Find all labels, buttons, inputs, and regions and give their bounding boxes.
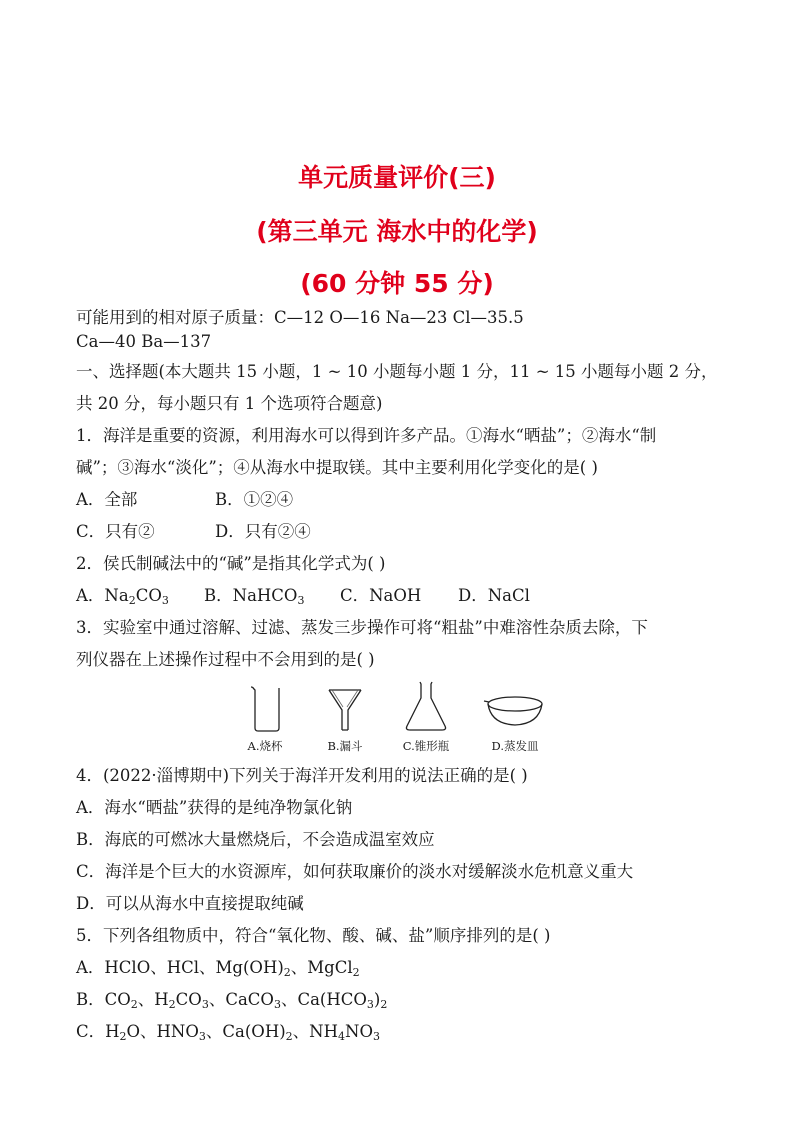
formula-subscript: 2 [168,998,176,1011]
formula-subscript: 3 [366,998,374,1011]
formula-text: 、Ca(HCO [280,990,367,1009]
formula-subscript: 4 [338,1030,345,1043]
q2-stem: 2．侯氏制碱法中的“碱”是指其化学式为( ) [76,554,386,573]
formula-subscript: 2 [380,998,388,1011]
conical-flask-icon [386,678,466,738]
q1-option-b: B．①②④ [215,490,294,509]
beaker-label: A.烧杯 [247,739,283,753]
page-title: 单元质量评价(三) [298,163,496,192]
formula-text: CO [175,990,202,1009]
q2-option-c: C．NaOH [340,586,422,605]
formula-text: O、HNO [126,1022,199,1041]
conical-flask-figure [386,678,466,758]
conical-flask-label: C.锥形瓶 [402,739,450,753]
beaker-icon [225,678,305,738]
q1-option-c: C．只有② [76,522,155,541]
q3-stem-1: 3．实验室中通过溶解、过滤、蒸发三步操作可将“粗盐”中难溶性杂质去除，下 [76,618,648,637]
q3-apparatus-figure [245,678,565,758]
formula-subscript: 2 [352,966,360,979]
formula-subscript: 3 [198,1030,206,1043]
formula-subscript: 3 [273,998,281,1011]
q1-stem-1: 1．海洋是重要的资源，利用海水可以得到许多产品。①海水“晒盐”；②海水“制 [76,426,657,445]
beaker-figure [225,678,305,758]
evaporating-dish-figure [475,678,555,758]
formula-subscript: 3 [372,1030,380,1043]
q1-option-d: D．只有②④ [215,522,311,541]
q4-stem: 4．(2022·淄博期中)下列关于海洋开发利用的说法正确的是( ) [76,766,528,785]
formula-text: C．H [76,1022,120,1041]
q5-option-c [76,1022,380,1042]
funnel-label: B.漏斗 [327,739,363,753]
formula-text: 、Ca(OH) [205,1022,286,1041]
q2-option-b: B．NaHCO$_3$ [204,586,305,607]
q2-option-a: A．$Na_2CO_3$ [76,586,169,607]
q5-option-b [76,990,387,1010]
q3-stem-2: 列仪器在上述操作过程中不会用到的是( ) [76,650,375,669]
page-subtitle: (第三单元 海水中的化学) [256,217,538,246]
q2-option-d: D．NaCl [458,586,530,605]
formula-text: NO [345,1022,373,1041]
q4-option-b: B．海底的可燃冰大量燃烧后，不会造成温室效应 [76,830,435,849]
funnel-figure [305,678,385,758]
formula-subscript: 2 [283,966,291,979]
formula-subscript: 2 [285,1030,293,1043]
formula-text: 、H [137,990,169,1009]
time-score: (60 分钟 55 分) [300,269,494,298]
formula-text: B．CO [76,990,131,1009]
q5-option-a [76,958,360,978]
formula-text: 、CaCO [208,990,274,1009]
q1-stem-2: 碱”；③海水“淡化”；④从海水中提取镁。其中主要利用化学变化的是( ) [76,458,598,477]
atomic-mass-line-2: Ca—40 Ba—137 [76,332,212,351]
q4-option-d: D．可以从海水中直接提取纯碱 [76,894,304,913]
funnel-icon [305,678,385,738]
section-heading-1: 一、选择题(本大题共 15 小题，1 ~ 10 小题每小题 1 分，11 ~ 15 小题每小题 2 分， [76,362,718,381]
evaporating-dish-label: D.蒸发皿 [491,739,539,753]
atomic-mass-line-1: 可能用到的相对原子质量：C—12 O—16 Na—23 Cl—35.5 [76,308,524,327]
formula-text: 、NH [292,1022,338,1041]
formula-subscript: 3 [201,998,209,1011]
formula-text: 、MgCl [290,958,353,977]
formula-text: A．HClO、HCl、Mg(OH) [76,958,284,977]
q4-option-c: C．海洋是个巨大的水资源库，如何获取廉价的淡水对缓解淡水危机意义重大 [76,862,634,881]
q5-stem: 5．下列各组物质中，符合“氧化物、酸、碱、盐”顺序排列的是( ) [76,926,551,945]
formula-subscript: 2 [130,998,138,1011]
q1-option-a: A．全部 [76,490,138,509]
section-heading-2: 共 20 分，每小题只有 1 个选项符合题意) [76,394,383,413]
q4-option-a: A．海水“晒盐”获得的是纯净物氯化钠 [76,798,353,817]
evaporating-dish-icon [475,678,555,738]
formula-subscript: 2 [119,1030,127,1043]
formula-text: ) [373,990,381,1009]
